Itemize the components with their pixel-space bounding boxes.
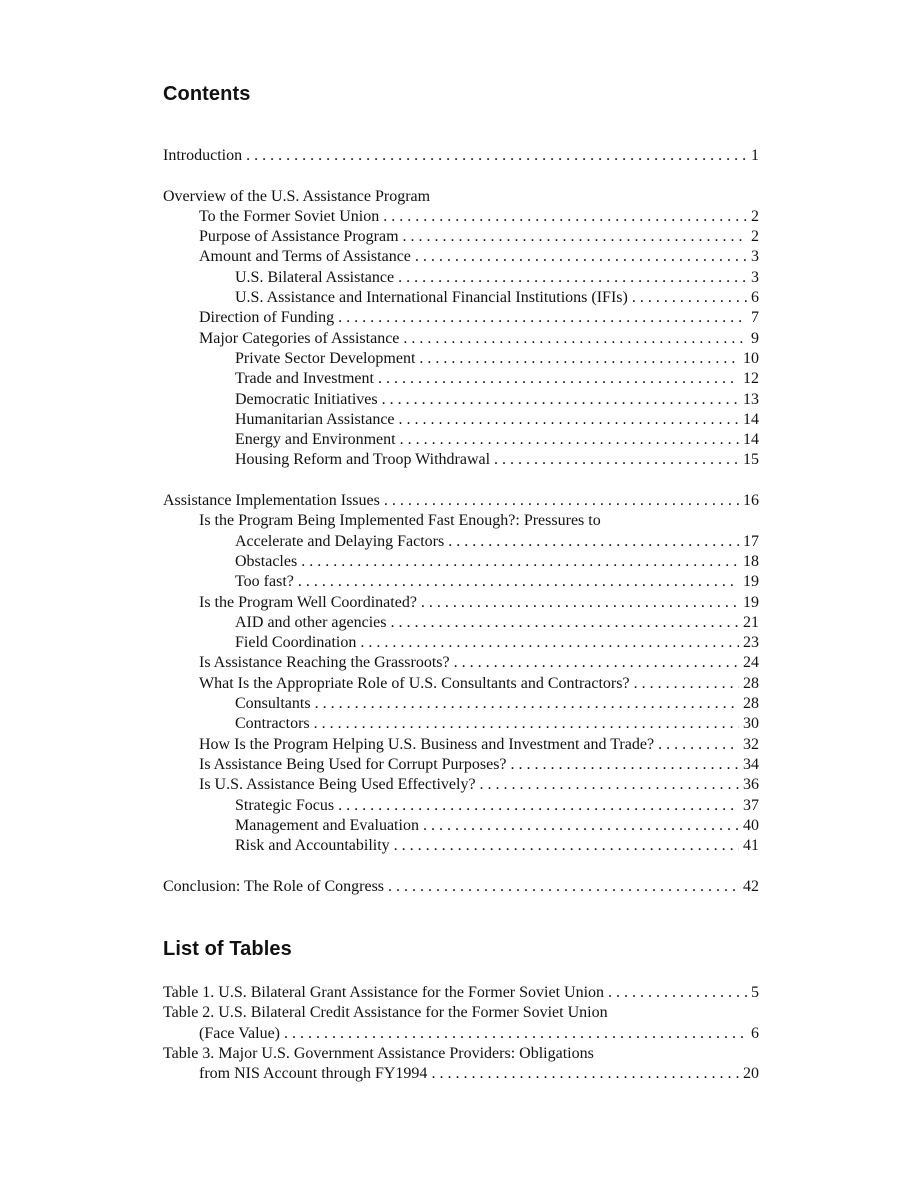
- toc-entry[interactable]: [163, 613, 759, 633]
- toc-entry-page-number: 2: [751, 207, 759, 225]
- toc-entry-title: Consultants: [235, 695, 311, 713]
- dot-leader: [634, 674, 739, 694]
- toc-entry[interactable]: [163, 735, 759, 755]
- toc-entry-page-number: 21: [743, 613, 759, 631]
- toc-entry-page-number: 19: [743, 593, 759, 611]
- toc-entry-title: Is the Program Well Coordinated?: [199, 593, 417, 611]
- toc-entry-title: Amount and Terms of Assistance: [199, 248, 411, 266]
- table-entry-title: Table 2. U.S. Bilateral Credit Assistance for the Former Soviet Union: [163, 1004, 608, 1022]
- contents-heading: Contents: [163, 83, 251, 105]
- toc-entry[interactable]: [163, 308, 759, 328]
- toc-entry[interactable]: [163, 450, 759, 470]
- toc-entry-page-number: 10: [743, 349, 759, 367]
- toc-entry[interactable]: [163, 755, 759, 775]
- toc-entry[interactable]: [163, 288, 759, 308]
- dot-leader: [403, 227, 747, 247]
- table-entry-page-number: 5: [751, 984, 759, 1001]
- toc-entry-title: Democratic Initiatives: [235, 390, 378, 408]
- dot-leader: [383, 207, 747, 227]
- toc-entry-page-number: 37: [743, 796, 759, 814]
- toc-entry[interactable]: [163, 836, 759, 856]
- dot-leader: [388, 877, 739, 897]
- dot-leader: [399, 410, 739, 430]
- toc-entry[interactable]: [163, 796, 759, 816]
- table-entry[interactable]: [163, 1044, 759, 1064]
- dot-leader: [391, 613, 740, 633]
- dot-leader: [419, 349, 739, 369]
- toc-entry-page-number: 24: [743, 654, 759, 672]
- table-entry[interactable]: [163, 983, 759, 1003]
- dot-leader: [246, 146, 747, 166]
- toc-entry-title: To the Former Soviet Union: [199, 207, 380, 225]
- toc-entry-page-number: 40: [743, 816, 759, 834]
- dot-leader: [423, 816, 739, 836]
- toc-entry-title: Assistance Implementation Issues: [163, 492, 380, 510]
- toc-entry-title: Too fast?: [235, 573, 294, 591]
- toc-entry-page-number: 7: [751, 309, 759, 327]
- toc-entry[interactable]: [163, 329, 759, 349]
- toc-entry-page-number: 2: [751, 228, 759, 246]
- toc-entry[interactable]: [163, 268, 759, 288]
- toc-entry[interactable]: [163, 146, 759, 166]
- toc-entry-title: Housing Reform and Troop Withdrawal: [235, 451, 491, 469]
- dot-leader: [338, 308, 747, 328]
- dot-leader: [384, 491, 739, 511]
- toc-entry-title: Accelerate and Delaying Factors: [235, 532, 445, 550]
- toc-entry[interactable]: [163, 877, 759, 897]
- toc-entry-title: U.S. Assistance and International Financial Institutions (IFIs): [235, 289, 628, 307]
- toc-entry[interactable]: [163, 247, 759, 267]
- dot-leader: [315, 694, 739, 714]
- toc-entry-page-number: 32: [743, 735, 759, 753]
- toc-entry-title: Is Assistance Being Used for Corrupt Purposes?: [199, 755, 507, 773]
- toc-entry-title: Field Coordination: [235, 634, 357, 652]
- dot-leader: [608, 983, 747, 1003]
- table-entry[interactable]: [163, 1003, 759, 1023]
- toc-entry-title: Risk and Accountability: [235, 837, 390, 855]
- dot-leader: [398, 268, 747, 288]
- toc-entry-title: Is Assistance Reaching the Grassroots?: [199, 654, 450, 672]
- dot-leader: [494, 450, 739, 470]
- dot-leader: [284, 1024, 747, 1044]
- toc-entry-page-number: 9: [751, 329, 759, 347]
- toc-entry-page-number: 14: [743, 410, 759, 428]
- toc-entry-title: Purpose of Assistance Program: [199, 228, 399, 246]
- toc-entry-page-number: 19: [743, 573, 759, 591]
- toc-entry[interactable]: [163, 593, 759, 613]
- toc-entry-page-number: 13: [743, 390, 759, 408]
- table-entry-page-number: 20: [743, 1065, 759, 1083]
- dot-leader: [394, 836, 739, 856]
- table-entry-title: (Face Value): [199, 1024, 280, 1042]
- dot-leader: [415, 247, 747, 267]
- toc-entry[interactable]: [163, 653, 759, 673]
- dot-leader: [431, 1064, 739, 1084]
- toc-entry[interactable]: [163, 714, 759, 734]
- toc-entry[interactable]: [163, 511, 759, 531]
- dot-leader: [314, 714, 739, 734]
- dot-leader: [632, 288, 747, 308]
- toc-entry[interactable]: [163, 532, 759, 552]
- toc-entry[interactable]: [163, 816, 759, 836]
- dot-leader: [298, 572, 739, 592]
- toc-entry-page-number: 3: [751, 268, 759, 286]
- dot-leader: [403, 329, 747, 349]
- toc-entry-title: Direction of Funding: [199, 309, 335, 327]
- toc-entry-title: Humanitarian Assistance: [235, 410, 395, 428]
- toc-entry-page-number: 18: [743, 552, 759, 570]
- toc-entry-title: Is the Program Being Implemented Fast Enough?: Pressures to: [199, 512, 601, 530]
- toc-entry-page-number: 30: [743, 715, 759, 733]
- table-entry[interactable]: [163, 1024, 759, 1044]
- dot-leader: [360, 633, 739, 653]
- toc-entry[interactable]: [163, 572, 759, 592]
- toc-entry-title: Overview of the U.S. Assistance Program: [163, 187, 431, 205]
- toc-entry[interactable]: [163, 430, 759, 450]
- toc-entry-title: Introduction: [163, 147, 243, 164]
- toc-entry[interactable]: [163, 633, 759, 653]
- dot-leader: [448, 532, 739, 552]
- dot-leader: [338, 796, 739, 816]
- toc-entry[interactable]: [163, 349, 759, 369]
- toc-entry-page-number: 17: [743, 532, 759, 550]
- toc-entry[interactable]: [163, 207, 759, 227]
- toc-entry-page-number: 14: [743, 431, 759, 449]
- toc-entry-title: How Is the Program Helping U.S. Business and Investment and Trade?: [199, 735, 655, 753]
- toc-entry-page-number: 23: [743, 634, 759, 652]
- toc-entry[interactable]: [163, 410, 759, 430]
- toc-entry-page-number: 28: [743, 674, 759, 692]
- list-of-tables-heading: List of Tables: [163, 938, 292, 960]
- table-entry-title: Table 3. Major U.S. Government Assistance Providers: Obligations: [163, 1044, 594, 1062]
- toc-entry-page-number: 34: [743, 755, 759, 773]
- toc-entry[interactable]: [163, 369, 759, 389]
- dot-leader: [421, 593, 739, 613]
- toc-entry-page-number: 36: [743, 776, 759, 794]
- dot-leader: [454, 653, 739, 673]
- toc-entry-page-number: 41: [743, 837, 759, 855]
- toc-entry[interactable]: [163, 775, 759, 795]
- dot-leader: [511, 755, 739, 775]
- toc-entry-page-number: 15: [743, 451, 759, 469]
- toc-entry-title: U.S. Bilateral Assistance: [235, 268, 395, 286]
- toc-entry-title: Contractors: [235, 715, 310, 733]
- dot-leader: [301, 552, 739, 572]
- toc-entry[interactable]: [163, 390, 759, 410]
- toc-entry-title: Management and Evaluation: [235, 816, 419, 834]
- table-entry-page-number: 6: [751, 1024, 759, 1042]
- list-of-tables: [163, 983, 759, 1084]
- toc-entry-title: What Is the Appropriate Role of U.S. Consultants and Contractors?: [199, 674, 630, 692]
- table-of-contents: [163, 146, 759, 897]
- toc-entry-page-number: 28: [743, 695, 759, 713]
- toc-entry-title: AID and other agencies: [235, 613, 387, 631]
- toc-entry-page-number: 6: [751, 289, 759, 307]
- toc-entry-title: Major Categories of Assistance: [199, 329, 400, 347]
- toc-entry-page-number: 1: [751, 147, 759, 164]
- dot-leader: [480, 775, 739, 795]
- toc-entry-title: Trade and Investment: [235, 370, 374, 388]
- toc-entry[interactable]: [163, 694, 759, 714]
- table-entry-title: from NIS Account through FY1994: [199, 1065, 428, 1083]
- toc-entry-title: Obstacles: [235, 552, 298, 570]
- toc-entry[interactable]: [163, 552, 759, 572]
- dot-leader: [378, 369, 739, 389]
- toc-entry-page-number: 16: [743, 492, 759, 510]
- dot-leader: [400, 430, 739, 450]
- table-entry-title: Table 1. U.S. Bilateral Grant Assistance for the Former Soviet Union: [163, 984, 605, 1001]
- toc-entry-title: Strategic Focus: [235, 796, 335, 814]
- toc-entry-title: Private Sector Development: [235, 349, 416, 367]
- toc-entry[interactable]: [163, 491, 759, 511]
- toc-entry[interactable]: [163, 674, 759, 694]
- toc-entry[interactable]: [163, 187, 759, 207]
- dot-leader: [382, 390, 739, 410]
- toc-entry-page-number: 12: [743, 370, 759, 388]
- toc-entry-title: Conclusion: The Role of Congress: [163, 877, 385, 895]
- table-entry[interactable]: [163, 1064, 759, 1084]
- dot-leader: [658, 735, 739, 755]
- toc-entry-title: Energy and Environment: [235, 431, 396, 449]
- toc-entry-page-number: 3: [751, 248, 759, 266]
- toc-entry-page-number: 42: [743, 877, 759, 895]
- toc-entry[interactable]: [163, 227, 759, 247]
- toc-entry-title: Is U.S. Assistance Being Used Effectively?: [199, 776, 476, 794]
